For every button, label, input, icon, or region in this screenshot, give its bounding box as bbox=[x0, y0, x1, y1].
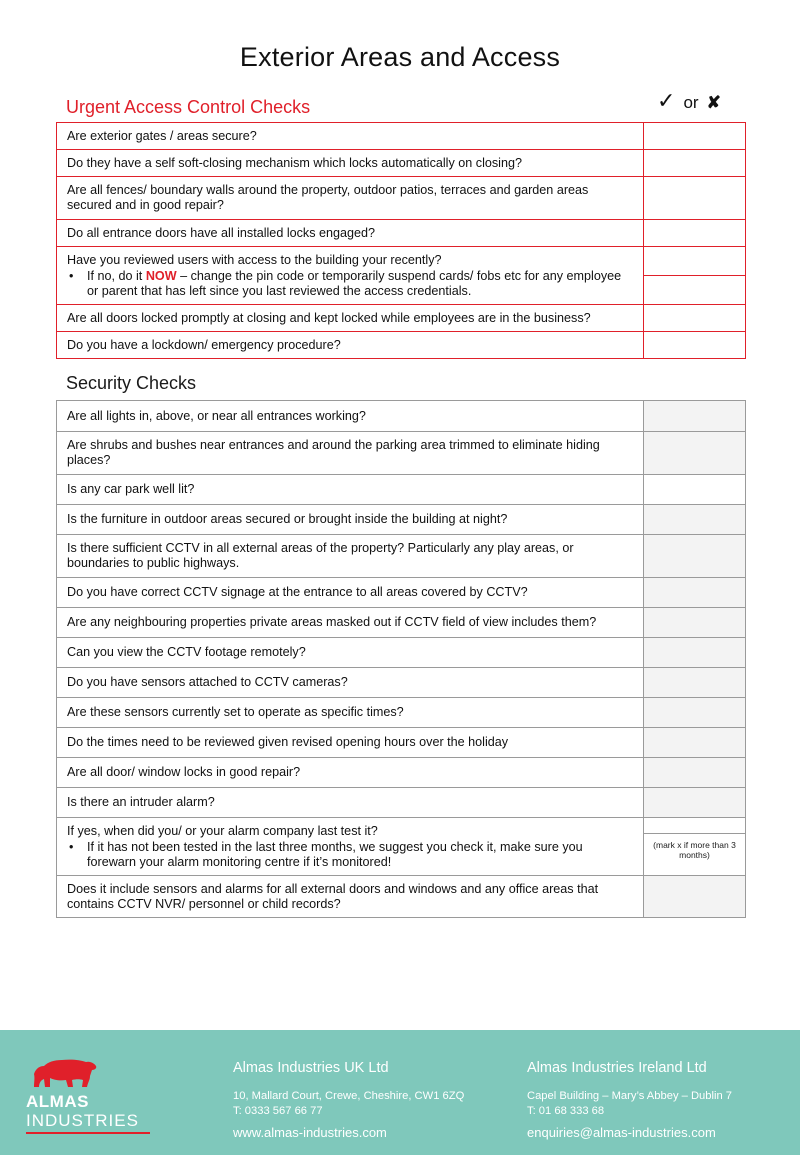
table-row bbox=[57, 220, 746, 247]
answer-box[interactable] bbox=[644, 332, 746, 359]
table-row bbox=[57, 728, 746, 758]
question-text: Are all lights in, above, or near all entrances working? bbox=[57, 401, 644, 432]
answer-box-split bbox=[644, 247, 746, 305]
uk-phone: T: 0333 567 66 77 bbox=[233, 1105, 323, 1117]
question-text: Are any neighbouring properties private areas masked out if CCTV field of view includes them? bbox=[57, 608, 644, 638]
answer-box[interactable] bbox=[644, 305, 746, 332]
answer-box[interactable] bbox=[644, 834, 745, 860]
table-row bbox=[57, 150, 746, 177]
question-text: Do the times need to be reviewed given revised opening hours over the holiday bbox=[57, 728, 644, 758]
answer-box[interactable] bbox=[644, 788, 746, 818]
almas-logo bbox=[26, 1052, 156, 1134]
answer-box[interactable] bbox=[644, 123, 746, 150]
answer-box[interactable] bbox=[644, 698, 746, 728]
answer-box[interactable] bbox=[644, 668, 746, 698]
or-label: or bbox=[683, 93, 699, 112]
answer-box[interactable] bbox=[644, 150, 746, 177]
uk-address: 10, Mallard Court, Crewe, Cheshire, CW1 6ZQ bbox=[233, 1090, 465, 1102]
now-emphasis: NOW bbox=[145, 268, 177, 283]
question-text: Do all entrance doors have all installed locks engaged? bbox=[57, 220, 644, 247]
bullet-prefix: If no, do it bbox=[87, 268, 143, 283]
answer-box[interactable] bbox=[644, 535, 746, 578]
check-mark-icon: ✓ bbox=[657, 88, 676, 113]
bullet-text: If it has not been tested in the last three months, we suggest you check it, make sure you forewarn your alarm monitoring centre if it’s monitored! bbox=[87, 839, 583, 869]
question-text: Is any car park well lit? bbox=[57, 475, 644, 505]
ie-address: Capel Building – Mary’s Abbey – Dublin 7 bbox=[527, 1090, 733, 1102]
question-text: Are all door/ window locks in good repair? bbox=[57, 758, 644, 788]
bullet-dot: • bbox=[69, 839, 74, 854]
ie-company-name: Almas Industries Ireland Ltd bbox=[527, 1060, 707, 1076]
table-row bbox=[57, 247, 746, 305]
table-row bbox=[57, 177, 746, 220]
answer-box[interactable] bbox=[644, 608, 746, 638]
table-row bbox=[57, 758, 746, 788]
table-row bbox=[57, 638, 746, 668]
answer-box[interactable] bbox=[644, 275, 745, 276]
logo-underline bbox=[26, 1132, 150, 1134]
answer-box[interactable] bbox=[644, 220, 746, 247]
answer-box[interactable] bbox=[644, 728, 746, 758]
bullet-point bbox=[67, 840, 635, 870]
answer-box[interactable] bbox=[644, 578, 746, 608]
security-checks-table bbox=[56, 400, 746, 918]
question-text: Do you have correct CCTV signage at the entrance to all areas covered by CCTV? bbox=[57, 578, 644, 608]
question-text: Is the furniture in outdoor areas secured or brought inside the building at night? bbox=[57, 505, 644, 535]
bullet-suffix: – change the pin code or temporarily suspend cards/ fobs etc for any employee or parent that has left since you last reviewed the access credentials. bbox=[87, 268, 622, 298]
question-text: If yes, when did you/ or your alarm company last test it? bbox=[67, 823, 378, 838]
answer-box[interactable] bbox=[644, 758, 746, 788]
answer-box[interactable] bbox=[644, 401, 746, 432]
table-row bbox=[57, 432, 746, 475]
page-title: Exterior Areas and Access bbox=[239, 42, 561, 72]
table-row bbox=[57, 535, 746, 578]
answer-box-split bbox=[644, 818, 746, 876]
question-text: Are exterior gates / areas secure? bbox=[57, 123, 644, 150]
question-text: Is there sufficient CCTV in all external areas of the property? Particularly any play areas, or boundaries to public highways. bbox=[57, 535, 644, 578]
answer-box[interactable] bbox=[644, 505, 746, 535]
logo-wordmark-top: ALMAS bbox=[26, 1092, 89, 1111]
cross-mark-icon: ✘ bbox=[706, 93, 721, 112]
answer-box[interactable] bbox=[644, 638, 746, 668]
question-text: Do you have a lockdown/ emergency procedure? bbox=[57, 332, 644, 359]
question-text: Does it include sensors and alarms for all external doors and windows and any office areas that contains CCTV NVR/ personnel or child records? bbox=[57, 876, 644, 918]
question-text: Are all fences/ boundary walls around the property, outdoor patios, terraces and garden areas secured and in good repair? bbox=[57, 177, 644, 220]
question-text: Are all doors locked promptly at closing and kept locked while employees are in the business? bbox=[57, 305, 644, 332]
table-row bbox=[57, 608, 746, 638]
bullet-dot: • bbox=[69, 268, 74, 283]
answer-box[interactable] bbox=[644, 876, 746, 918]
uk-website-link[interactable]: www.almas-industries.com bbox=[233, 1125, 387, 1140]
security-section-heading: Security Checks bbox=[66, 373, 197, 393]
question-block bbox=[57, 818, 644, 876]
question-text: Is there an intruder alarm? bbox=[57, 788, 644, 818]
answer-box[interactable] bbox=[644, 475, 746, 505]
question-text: Do you have sensors attached to CCTV cameras? bbox=[57, 668, 644, 698]
question-text: Are these sensors currently set to operate as specific times? bbox=[57, 698, 644, 728]
answer-box[interactable] bbox=[644, 177, 746, 220]
question-text: Can you view the CCTV footage remotely? bbox=[57, 638, 644, 668]
ie-email-link[interactable]: enquiries@almas-industries.com bbox=[527, 1125, 716, 1140]
bullet-text bbox=[87, 269, 635, 299]
urgent-checks-table bbox=[56, 122, 746, 359]
table-row bbox=[57, 668, 746, 698]
tick-or-cross-key bbox=[657, 88, 721, 114]
logo-wordmark-bottom: INDUSTRIES bbox=[26, 1111, 139, 1130]
urgent-section-heading: Urgent Access Control Checks bbox=[66, 97, 311, 117]
table-row bbox=[57, 698, 746, 728]
table-row bbox=[57, 788, 746, 818]
ie-phone: T: 01 68 333 68 bbox=[527, 1105, 605, 1117]
footer-band bbox=[0, 1030, 800, 1155]
table-row bbox=[57, 123, 746, 150]
table-row bbox=[57, 876, 746, 918]
uk-office-details bbox=[233, 1060, 464, 1140]
alarm-test-note: (mark x if more than 3 months) bbox=[653, 840, 736, 860]
question-text: Are shrubs and bushes near entrances and around the parking area trimmed to eliminate hiding places? bbox=[57, 432, 644, 475]
question-text: Have you reviewed users with access to the building your recently? bbox=[67, 252, 442, 267]
table-row bbox=[57, 578, 746, 608]
table-row bbox=[57, 332, 746, 359]
question-block bbox=[57, 247, 644, 305]
table-row bbox=[57, 305, 746, 332]
table-row bbox=[57, 401, 746, 432]
answer-box[interactable] bbox=[644, 432, 746, 475]
polar-bear-logo-icon bbox=[32, 1052, 98, 1090]
bullet-point bbox=[67, 269, 635, 299]
table-row bbox=[57, 818, 746, 876]
table-row bbox=[57, 475, 746, 505]
uk-company-name: Almas Industries UK Ltd bbox=[233, 1060, 389, 1076]
question-text: Do they have a self soft-closing mechanism which locks automatically on closing? bbox=[57, 150, 644, 177]
table-row bbox=[57, 505, 746, 535]
ireland-office-details bbox=[527, 1060, 732, 1140]
